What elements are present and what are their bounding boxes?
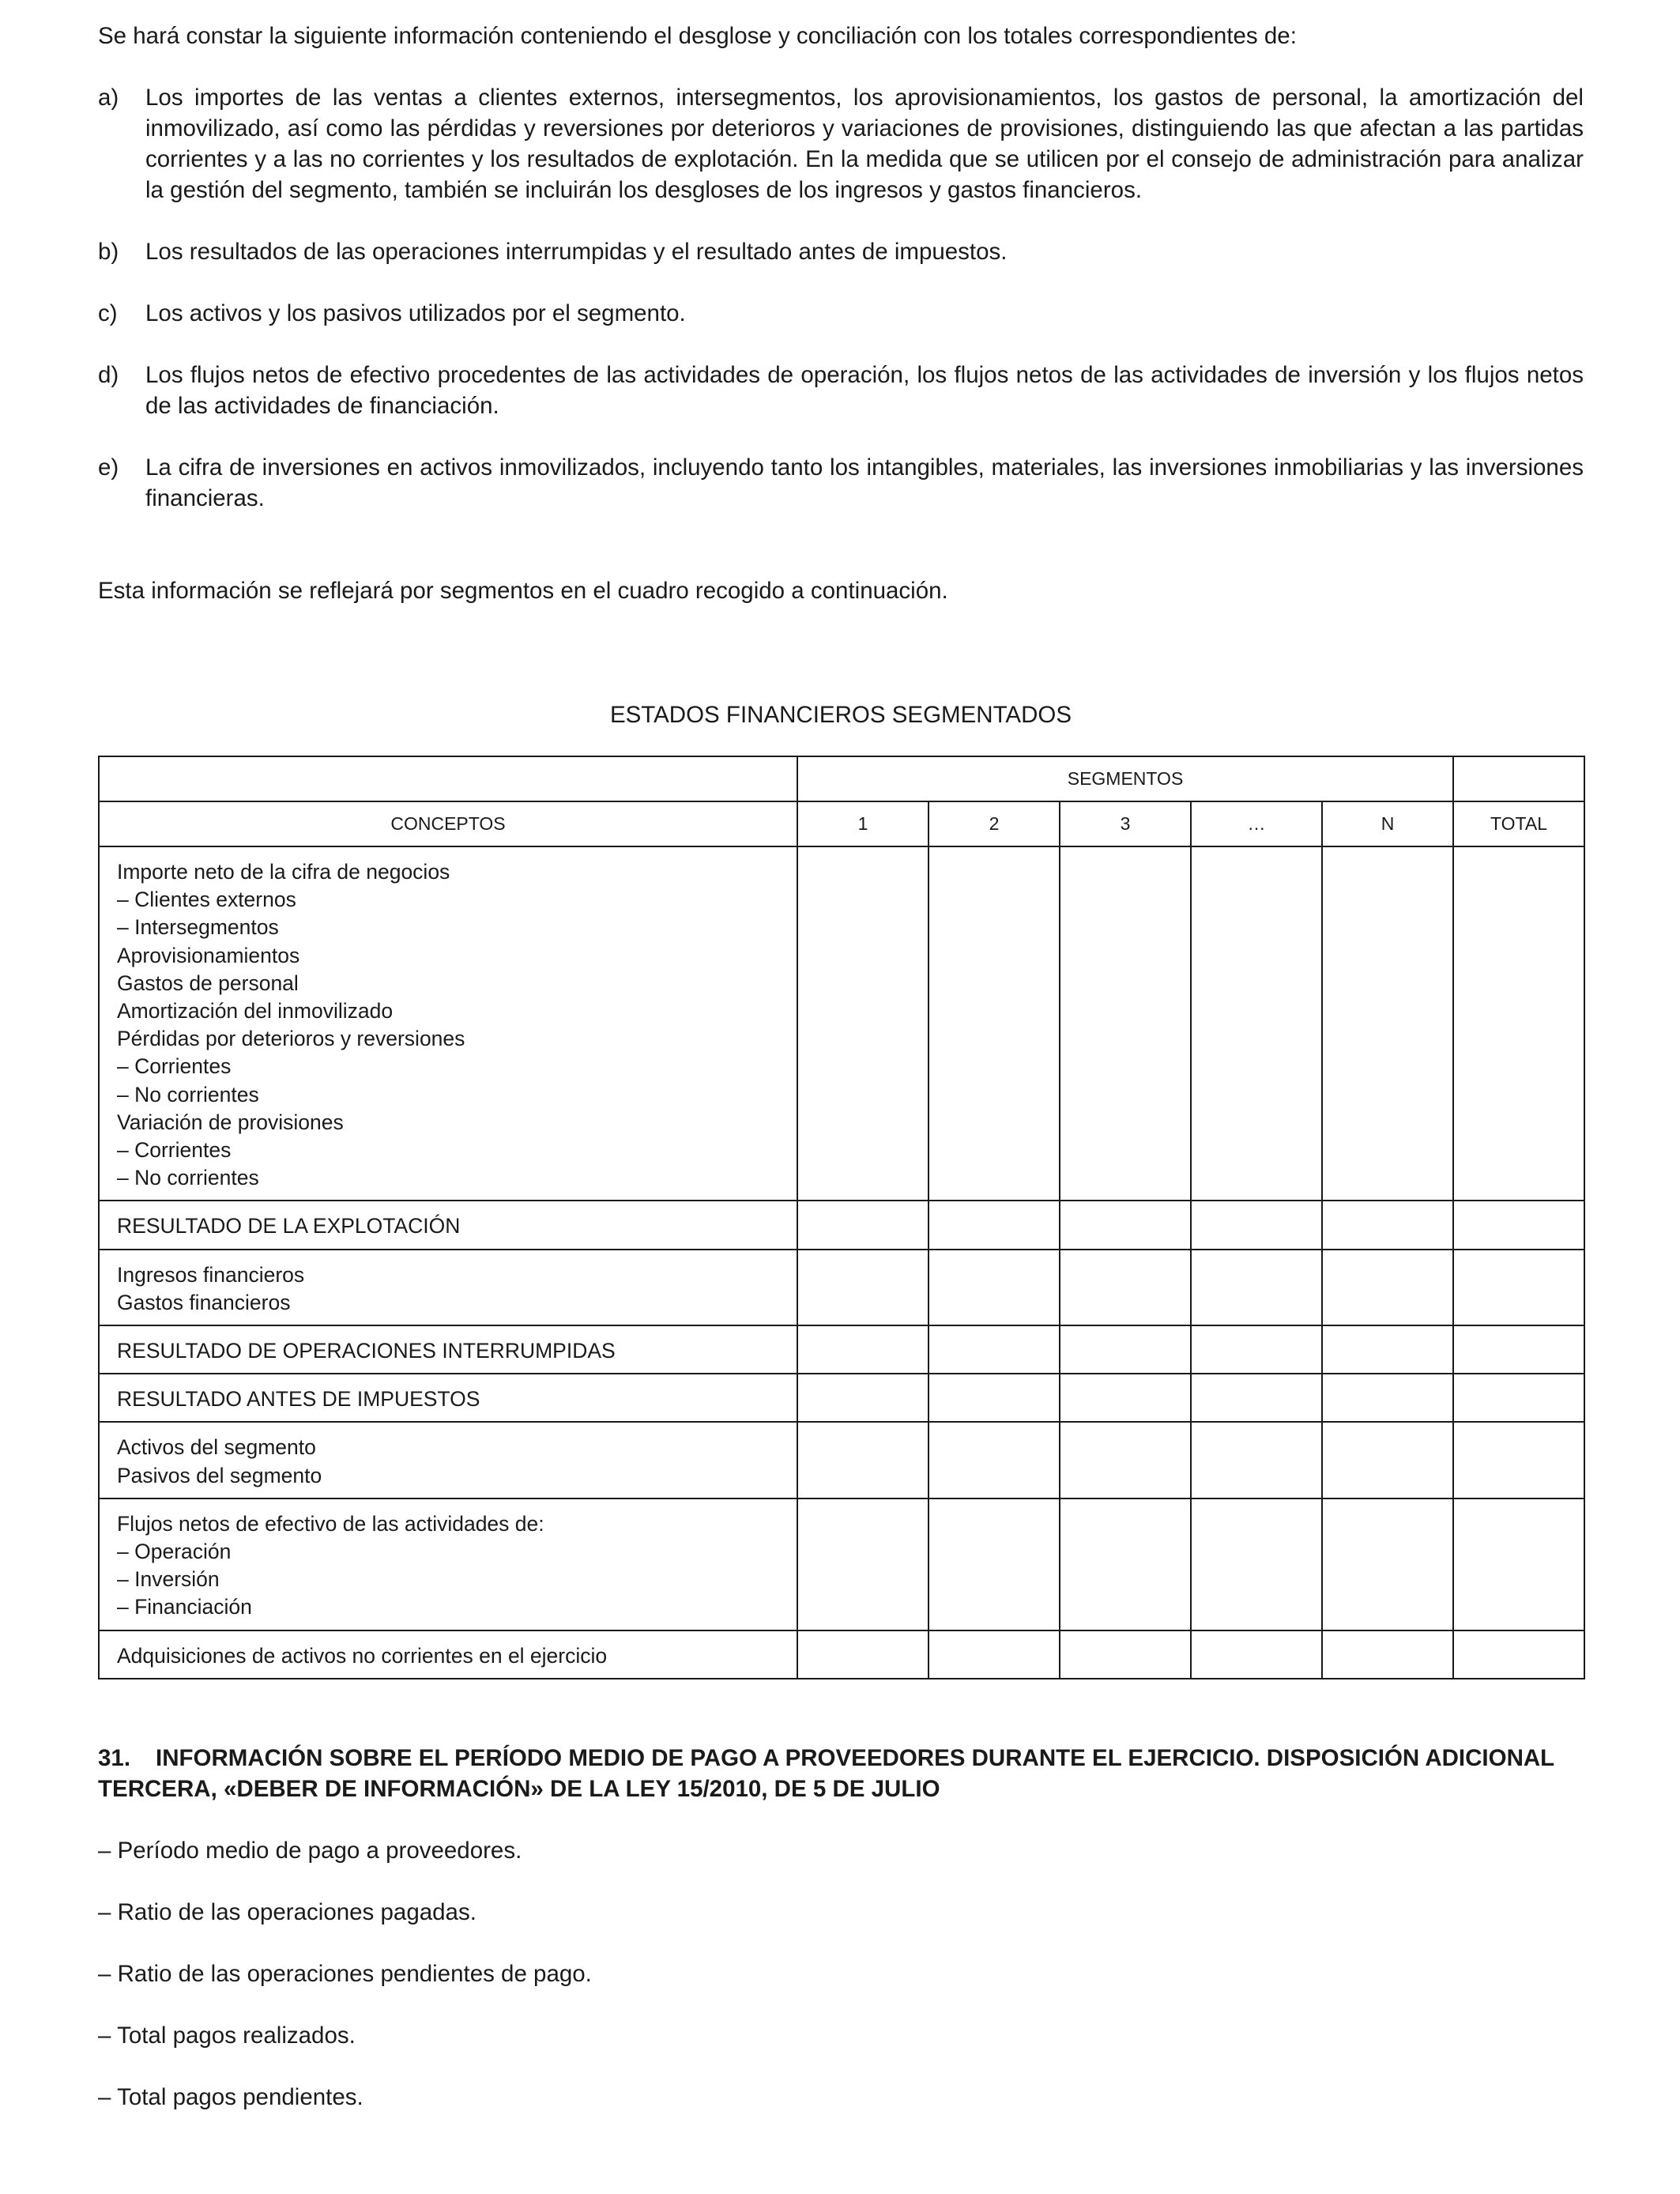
value-cell — [1322, 1325, 1453, 1374]
section-number: 31. — [98, 1745, 131, 1771]
concept-line: RESULTADO DE OPERACIONES INTERRUMPIDAS — [117, 1339, 616, 1363]
value-cell — [1322, 1422, 1453, 1498]
list-item: – Total pagos realizados. — [98, 2022, 356, 2049]
value-cell — [1191, 846, 1322, 1201]
table-row — [99, 1498, 1584, 1630]
value-cell — [1322, 846, 1453, 1201]
list-item-e — [98, 452, 1584, 514]
total-header: TOTAL — [1453, 801, 1584, 846]
value-cell — [1191, 1422, 1322, 1498]
value-cell — [797, 1630, 929, 1679]
concept-cell — [99, 846, 797, 1201]
concept-line: RESULTADO DE LA EXPLOTACIÓN — [117, 1214, 461, 1238]
concept-cell — [99, 1422, 797, 1498]
value-cell — [1322, 1498, 1453, 1630]
concept-cell — [99, 1374, 797, 1422]
value-cell — [1191, 1498, 1322, 1630]
value-cell — [1191, 1630, 1322, 1679]
concept-line: Gastos financieros — [117, 1290, 291, 1314]
value-cell — [1060, 1422, 1191, 1498]
intro-paragraph: Se hará constar la siguiente información conteniendo el desglose y conciliación con los totales correspondientes de: — [98, 23, 1297, 49]
value-cell — [929, 1630, 1060, 1679]
list-item: – Ratio de las operaciones pendientes de pago. — [98, 1961, 592, 1987]
value-cell — [1453, 1201, 1584, 1249]
value-cell — [1322, 1201, 1453, 1249]
list-item-text: Los flujos netos de efectivo procedentes de las actividades de operación, los flujos netos de las actividades de inversión y los flujos netos de las actividades de financiación. — [145, 362, 1584, 419]
value-cell — [1060, 1325, 1191, 1374]
concept-line: Pasivos del segmento — [117, 1463, 322, 1487]
column-header: 1 — [797, 801, 929, 846]
value-cell — [797, 1422, 929, 1498]
list-marker: c) — [98, 300, 118, 326]
table-row — [99, 1630, 1584, 1679]
requirements-list — [98, 82, 1584, 545]
value-cell — [1060, 1630, 1191, 1679]
value-cell — [1453, 1374, 1584, 1422]
list-marker: d) — [98, 362, 119, 388]
section-title-text: INFORMACIÓN SOBRE EL PERÍODO MEDIO DE PAGO A PROVEEDORES DURANTE EL EJERCICIO. DISPOSICIÓN ADICIONAL TERCERA, «DEBER DE INFORMACIÓN» DE LA LEY 15/2010, DE 5 DE JULIO — [98, 1745, 1554, 1802]
concept-line: Activos del segmento — [117, 1435, 316, 1460]
value-cell — [1453, 846, 1584, 1201]
column-header: 2 — [929, 801, 1060, 846]
concepts-header: CONCEPTOS — [99, 801, 797, 846]
table-row — [99, 1374, 1584, 1422]
value-cell — [1191, 1201, 1322, 1249]
value-cell — [1322, 1374, 1453, 1422]
list-item-c — [98, 298, 1584, 329]
table-row — [99, 1325, 1584, 1374]
value-cell — [1060, 1498, 1191, 1630]
concept-line: – Inversión — [117, 1567, 220, 1592]
table-row — [99, 846, 1584, 1201]
empty-header-cell — [1453, 756, 1584, 801]
concept-cell — [99, 1201, 797, 1249]
value-cell — [1060, 1250, 1191, 1325]
concept-line: – Intersegmentos — [117, 915, 279, 940]
table-row — [99, 1422, 1584, 1498]
empty-header-cell — [99, 756, 797, 801]
column-header: 3 — [1060, 801, 1191, 846]
value-cell — [797, 1374, 929, 1422]
concept-line: – Corrientes — [117, 1138, 232, 1163]
value-cell — [1060, 846, 1191, 1201]
table-row — [99, 1201, 1584, 1249]
value-cell — [1322, 1630, 1453, 1679]
concept-line: Flujos netos de efectivo de las actividades de: — [117, 1511, 544, 1536]
concept-line: Ingresos financieros — [117, 1262, 305, 1287]
payment-info-list — [98, 1835, 592, 2143]
concept-cell — [99, 1325, 797, 1374]
concept-cell — [99, 1498, 797, 1630]
closing-paragraph: Esta información se reflejará por segmentos en el cuadro recogido a continuación. — [98, 578, 948, 604]
concept-line: Aprovisionamientos — [117, 943, 300, 967]
value-cell — [929, 1422, 1060, 1498]
concept-line: – Corrientes — [117, 1054, 232, 1079]
value-cell — [1453, 1630, 1584, 1679]
value-cell — [1453, 1325, 1584, 1374]
value-cell — [929, 1325, 1060, 1374]
value-cell — [929, 1374, 1060, 1422]
table-title: ESTADOS FINANCIEROS SEGMENTADOS — [609, 702, 1072, 728]
list-item: – Período medio de pago a proveedores. — [98, 1838, 522, 1864]
value-cell — [1191, 1374, 1322, 1422]
column-header: N — [1322, 801, 1453, 846]
segmented-statements-table — [98, 756, 1585, 1679]
concept-line: – No corrientes — [117, 1082, 259, 1106]
concept-line: RESULTADO ANTES DE IMPUESTOS — [117, 1387, 480, 1412]
concept-line: – Clientes externos — [117, 888, 296, 912]
value-cell — [929, 846, 1060, 1201]
value-cell — [1453, 1422, 1584, 1498]
list-item-b — [98, 236, 1584, 267]
concept-cell — [99, 1630, 797, 1679]
value-cell — [797, 1201, 929, 1249]
section-heading — [98, 1743, 1584, 1804]
concept-line: Gastos de personal — [117, 971, 299, 995]
list-item-d — [98, 360, 1584, 421]
concept-line: Adquisiciones de activos no corrientes en el ejercicio — [117, 1643, 608, 1668]
value-cell — [1453, 1250, 1584, 1325]
table-row — [99, 1250, 1584, 1325]
table-header-row-1 — [99, 756, 1584, 801]
segments-header: SEGMENTOS — [797, 756, 1453, 801]
value-cell — [1322, 1250, 1453, 1325]
column-header: … — [1191, 801, 1322, 846]
concept-line: Variación de provisiones — [117, 1110, 344, 1134]
value-cell — [797, 1325, 929, 1374]
list-item: – Total pagos pendientes. — [98, 2084, 363, 2110]
value-cell — [1191, 1250, 1322, 1325]
value-cell — [797, 1250, 929, 1325]
concept-line: Pérdidas por deterioros y reversiones — [117, 1027, 465, 1051]
list-item-text: Los importes de las ventas a clientes externos, intersegmentos, los aprovisionamientos, los gastos de personal, la amortización del inmovilizado, así como las pérdidas y reversiones por deterioros y variaciones de provisiones, distinguiendo las que afectan a las partidas corrientes y a las no corrientes y los resultados de explotación. En la medida que se utilicen por el consejo de administración para analizar la gestión del segmento, también se incluirán los desgloses de los ingresos y gastos financieros. — [145, 85, 1584, 203]
concept-cell — [99, 1250, 797, 1325]
concept-line: Importe neto de la cifra de negocios — [117, 860, 450, 884]
value-cell — [1453, 1498, 1584, 1630]
list-marker: e) — [98, 454, 119, 481]
value-cell — [1060, 1201, 1191, 1249]
concept-line: – Operación — [117, 1540, 232, 1564]
concept-line: – No corrientes — [117, 1166, 259, 1190]
value-cell — [929, 1201, 1060, 1249]
value-cell — [797, 1498, 929, 1630]
concept-line: Amortización del inmovilizado — [117, 999, 394, 1023]
list-item-text: La cifra de inversiones en activos inmovilizados, incluyendo tanto los intangibles, materiales, las inversiones inmobiliarias y las inversiones financieras. — [145, 454, 1584, 511]
value-cell — [1060, 1374, 1191, 1422]
list-item: – Ratio de las operaciones pagadas. — [98, 1899, 477, 1925]
list-item-text: Los activos y los pasivos utilizados por el segmento. — [145, 300, 686, 326]
value-cell — [1191, 1325, 1322, 1374]
concept-line: – Financiación — [117, 1595, 252, 1619]
value-cell — [929, 1498, 1060, 1630]
list-item-text: Los resultados de las operaciones interrumpidas y el resultado antes de impuestos. — [145, 239, 1008, 265]
table-header-row-2 — [99, 801, 1584, 846]
value-cell — [797, 846, 929, 1201]
list-item-a — [98, 82, 1584, 205]
list-marker: b) — [98, 239, 119, 265]
list-marker: a) — [98, 85, 119, 111]
value-cell — [929, 1250, 1060, 1325]
